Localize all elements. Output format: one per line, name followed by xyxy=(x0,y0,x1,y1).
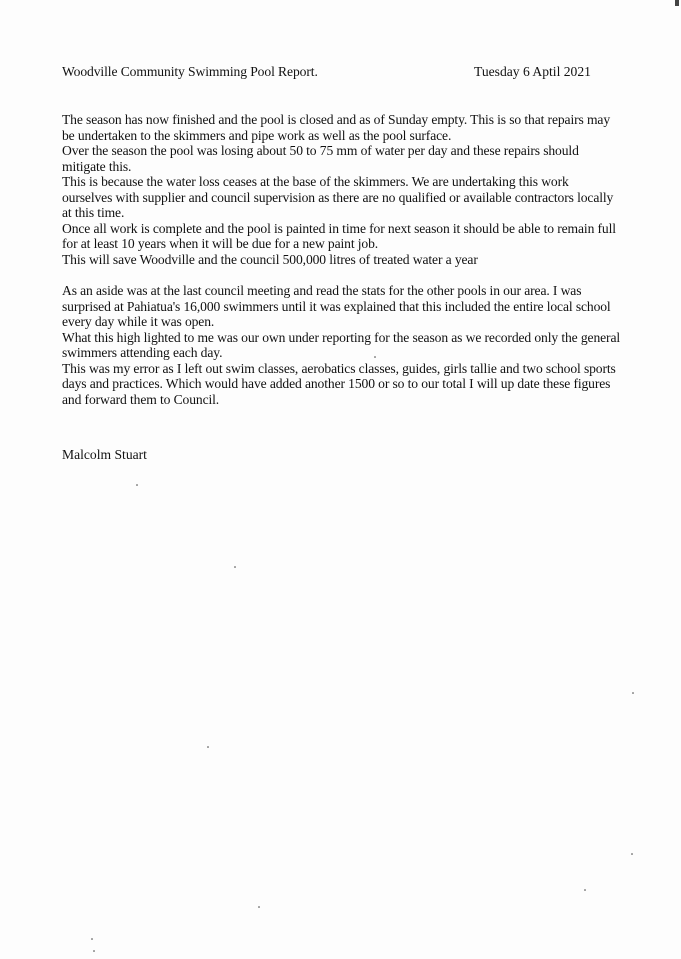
paragraph-6: As an aside was at the last council meeting and read the stats for the other pools in our area. I was surprised at Pahiatua's 16,000 swimmers until it was explained that this included the entire local school every day while it was open. xyxy=(62,283,611,329)
paragraph-5: This will save Woodville and the council 500,000 litres of treated water a year xyxy=(62,251,478,267)
paragraph-2: Over the season the pool was losing about 50 to 75 mm of water per day and these repairs should mitigate this. xyxy=(62,143,579,174)
report-date: Tuesday 6 Aptil 2021 xyxy=(474,64,591,79)
paragraph-7: What this high lighted to me was our own under reporting for the season as we recorded only the general swimmers attending each day. xyxy=(62,329,621,360)
scan-speck xyxy=(584,889,586,891)
scan-speck xyxy=(207,746,209,748)
scan-speck xyxy=(136,484,138,486)
scan-speck xyxy=(374,356,376,358)
paragraph-1: The season has now finished and the pool is closed and as of Sunday empty. This is so that repairs may be undertaken to the skimmers and pipe work as well as the pool surface. xyxy=(62,112,611,143)
signature: Malcolm Stuart xyxy=(62,447,147,462)
paragraph-4: Once all work is complete and the pool is painted in time for next season it should be able to remain full for at least 10 years when it will be due for a new paint job. xyxy=(62,220,616,251)
scan-mark xyxy=(675,0,679,6)
paragraph-gap xyxy=(62,267,622,283)
report-title: Woodville Community Swimming Pool Report. xyxy=(62,64,318,79)
scan-speck xyxy=(234,566,236,568)
scan-speck xyxy=(91,938,93,940)
scan-speck xyxy=(631,853,633,855)
scan-speck xyxy=(258,906,260,908)
paragraph-3: This is because the water loss ceases at the base of the skimmers. We are undertaking this work ourselves with supplier and council supervision as there are no qualified or available contractors locally at this time. xyxy=(62,174,614,220)
paragraph-8: This was my error as I left out swim classes, aerobatics classes, guides, girls tallie and two school sports days and practices. Which would have added another 1500 or so to our total I will up date these figures and forward them to Council. xyxy=(62,360,616,407)
scan-speck xyxy=(632,692,634,694)
report-body xyxy=(62,112,622,407)
scan-speck xyxy=(93,950,95,952)
